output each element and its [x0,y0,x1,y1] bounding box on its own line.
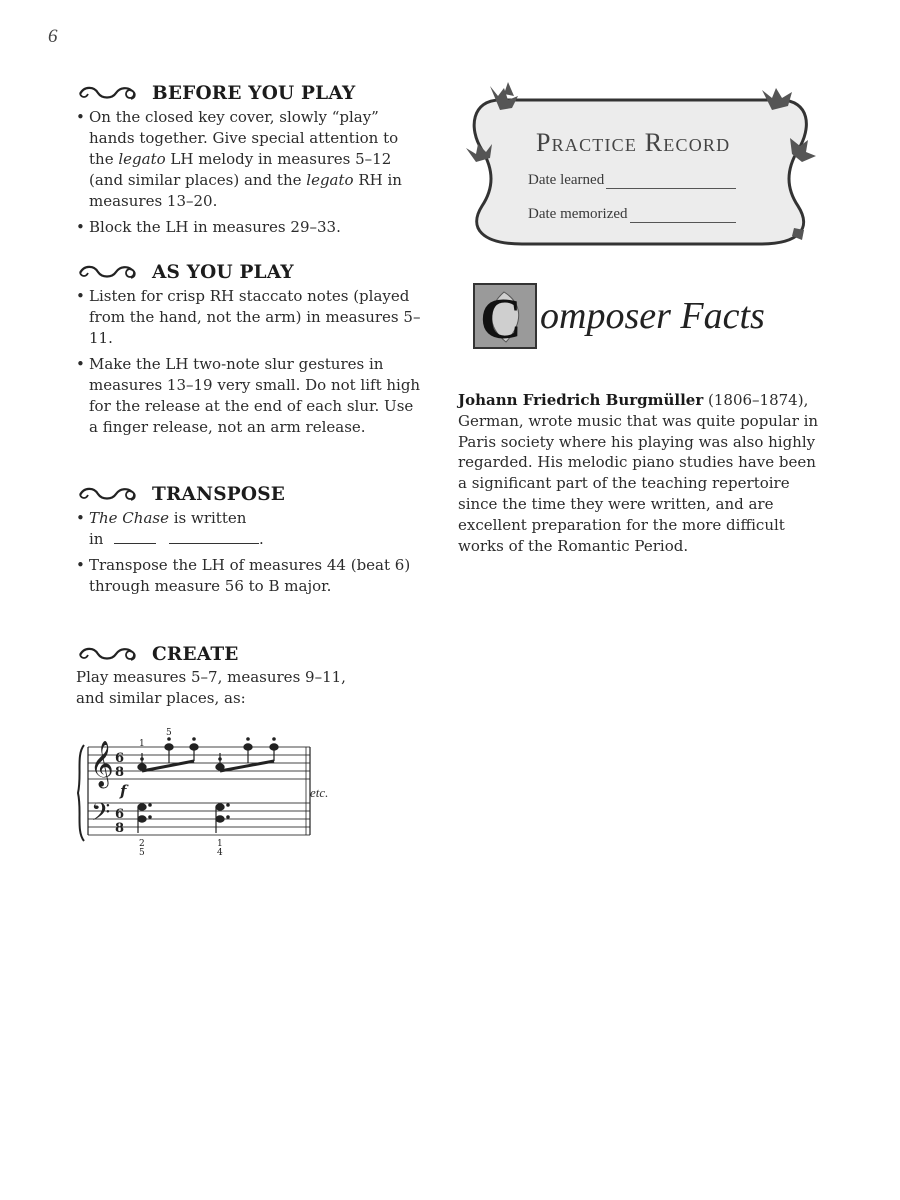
time-signature-top: 6 [115,807,125,822]
date-memorized-row [528,206,736,223]
section-heading [76,641,421,667]
fingering: 5 [139,848,145,858]
fingering: 1 [139,739,145,749]
date-learned-row [528,172,736,189]
section-transpose [76,481,421,597]
time-signature-bottom: 8 [115,765,125,780]
list-item: • Listen for crisp RH staccato notes (played from the hand, not the arm) in measures 5–11. [76,286,421,349]
list-item: • Block the LH in measures 29–33. [76,217,421,238]
section-title: AS YOU PLAY [152,261,294,283]
answer-blank[interactable] [169,529,259,544]
section-heading [76,80,421,106]
section-title: CREATE [152,643,239,665]
fingering: 2 [139,839,145,849]
page-number: 6 [48,26,58,47]
drop-cap: C [480,286,522,351]
music-excerpt [74,725,344,865]
fingering: 5 [166,728,172,738]
illuminated-initial [470,280,540,352]
composer-bio [458,390,823,556]
composer-name: Johann Friedrich Burgmüller [458,391,704,409]
section-heading [76,259,421,285]
scroll-ornament-icon [76,82,138,104]
list-item: • On the closed key cover, slowly “play” hands together. Give special attention to the legato LH melody in measures 5–12 (and similar places) and the legato RH in measures 13–20. [76,107,421,212]
grand-staff-brace [78,745,84,841]
composer-dates: (1806–1874), [703,391,809,409]
list-item: • Make the LH two-note slur gestures in measures 13–19 very small. Do not lift high for the release at the end of each slur. Use a finger release, not an arm release. [76,354,421,438]
scroll-ornament-icon [76,261,138,283]
scroll-ornament-icon [76,483,138,505]
fingering: 1 [217,839,223,849]
scroll-ornament-icon [76,643,138,665]
section-as-you-play [76,259,421,438]
treble-clef-icon: 𝄞 [90,741,114,787]
time-signature-bottom: 8 [115,821,125,836]
time-signature-top: 6 [115,751,125,766]
date-memorized-field[interactable] [630,210,736,223]
date-learned-field[interactable] [606,176,736,189]
composer-facts-title: omposer Facts [540,295,765,337]
practice-record-title: Practice Record [536,128,731,157]
composer-facts-heading [470,278,790,356]
create-instructions: Play measures 5–7, measures 9–11, and similar places, as: [76,668,346,707]
lh-notes [138,804,230,833]
section-title: BEFORE YOU PLAY [152,82,356,104]
composer-bio-text: German, wrote music that was quite popular in Paris society where his playing was also highly regarded. His melodic piano studies have been a significant part of the teaching repertoire since the time they were written, and are excellent preparation for the more difficult works of the Romantic Period. [458,411,819,555]
section-title: TRANSPOSE [152,483,286,505]
list-item: • Transpose the LH of measures 44 (beat 6) through measure 56 to B major. [76,555,421,597]
fingering: 4 [217,848,223,858]
section-before-you-play [76,80,421,238]
list-item: • The Chase is written in . [76,508,421,550]
answer-blank[interactable] [114,529,156,544]
bass-clef-icon: 𝄢 [91,798,111,833]
section-create [76,641,421,709]
etc-label: etc. [310,785,329,800]
date-learned-label: Date learned [528,172,605,188]
rh-notes [138,738,278,771]
practice-record-box [460,78,820,248]
dynamic-marking: f [120,782,127,800]
date-memorized-label: Date memorized [528,206,628,222]
section-heading [76,481,421,507]
